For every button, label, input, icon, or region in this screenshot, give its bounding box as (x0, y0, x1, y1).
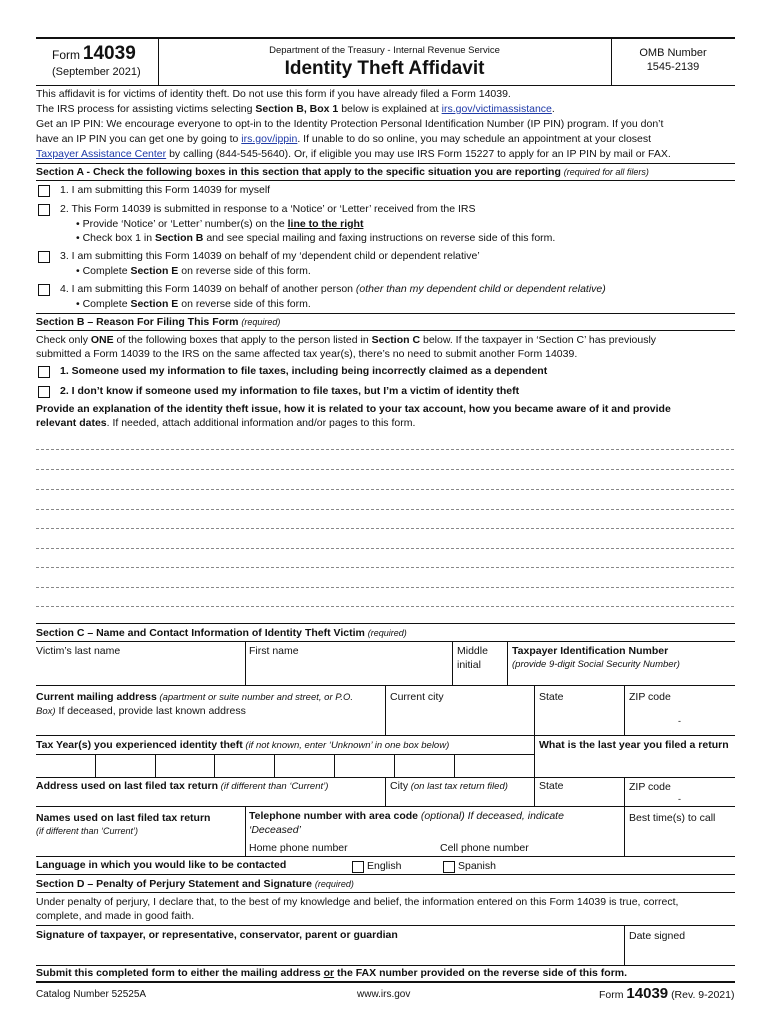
section-d-heading-rule (36, 892, 735, 893)
section-a-item-2-bullet-2: • Check box 1 in Section B and see special mailing and faxing instructions on reverse side of this form. (76, 232, 556, 244)
last-name-field[interactable]: Victim’s last name (36, 645, 121, 657)
middle-initial-label-2: initial (457, 659, 481, 671)
explanation-prompt-2: relevant dates. If needed, attach additional information and/or pages to this form. (36, 417, 416, 429)
grid-line (36, 806, 735, 807)
section-b-instructions-1: Check only ONE of the following boxes that apply to the person listed in Section C below. If the taxpayer in ‘Section C’ has previously (36, 334, 657, 346)
tin-label[interactable]: Taxpayer Identification Number (512, 645, 669, 657)
grid-line (507, 642, 508, 685)
grid-line (624, 926, 625, 965)
catalog-number: Catalog Number 52525A (36, 989, 147, 1000)
section-a-heading: Section A - Check the following boxes in this section that apply to the specific situation you are reporting (required for all filers) (36, 166, 649, 178)
grid-line (36, 965, 735, 966)
section-c-top-rule (36, 623, 735, 624)
victim-assistance-link[interactable]: irs.gov/victimassistance (441, 103, 552, 115)
website: www.irs.gov (357, 989, 411, 1000)
mailing-address-label-1[interactable]: Current mailing address (apartment or suite number and street, or P.O. (36, 691, 354, 703)
section-b-option-2: 2. I don’t know if someone used my information to file taxes, but I’m a victim of identity theft (60, 385, 520, 397)
grid-line (385, 778, 386, 806)
grid-line (36, 735, 735, 736)
explanation-line[interactable] (36, 587, 734, 588)
zip-separator: - (678, 794, 681, 804)
section-c-heading: Section C – Name and Contact Information of Identity Theft Victim (required) (36, 627, 407, 639)
last-return-zip-field[interactable]: ZIP code (629, 781, 671, 793)
tax-year-box[interactable] (214, 755, 215, 777)
intro-line-3: Get an IP PIN: We encourage everyone to opt-in to the Identity Protection Personal Identification Number (IP PIN) program. If you don’t (36, 118, 664, 130)
tin-note: (provide 9-digit Social Security Number) (512, 659, 680, 670)
english-label: English (367, 860, 402, 872)
tax-years-label: Tax Year(s) you experienced identity theft (if not known, enter ‘Unknown’ in one box below) (36, 739, 450, 751)
first-name-field[interactable]: First name (249, 645, 299, 657)
previous-names-label[interactable]: Names used on last filed tax return (36, 812, 211, 824)
tax-year-box[interactable] (334, 755, 335, 777)
mailing-address-label-2: Box) If deceased, provide last known address (36, 705, 246, 717)
explanation-line[interactable] (36, 528, 734, 529)
previous-names-note: (if different than ‘Current’) (36, 826, 139, 836)
grid-line (624, 686, 625, 735)
section-a-item-3-bullet: • Complete Section E on reverse side of this form. (76, 265, 311, 277)
section-a-item-3: 3. I am submitting this Form 14039 on behalf of my ‘dependent child or dependent relative’ (60, 250, 480, 262)
explanation-line[interactable] (36, 489, 734, 490)
section-a-item-4-bullet: • Complete Section E on reverse side of this form. (76, 298, 311, 310)
language-label: Language in which you would like to be contacted (36, 859, 287, 871)
grid-line (385, 686, 386, 735)
grid-line (534, 686, 535, 735)
section-d-top-rule (36, 874, 735, 875)
section-a-top-rule (36, 163, 735, 164)
footer-form-id: Form 14039 (Rev. 9-2021) (599, 985, 735, 1002)
grid-line (36, 754, 534, 755)
perjury-statement-2: complete, and made in good faith. (36, 910, 195, 922)
grid-line (36, 925, 735, 926)
bottom-rule (36, 981, 735, 983)
section-d-heading: Section D – Penalty of Perjury Statement and Signature (required) (36, 878, 354, 890)
omb-number: 1545-2139 (646, 61, 700, 73)
spanish-label: Spanish (458, 860, 496, 872)
last-return-address-field[interactable]: Address used on last filed tax return (if different than ‘Current’) (36, 780, 329, 792)
best-time-field[interactable]: Best time(s) to call (629, 812, 716, 824)
tac-link[interactable]: Taxpayer Assistance Center (36, 148, 167, 160)
zip-separator: - (678, 716, 681, 726)
section-a-item-1: 1. I am submitting this Form 14039 for myself (60, 184, 271, 196)
section-b-option-1: 1. Someone used my information to file taxes, including being incorrectly claimed as a dependent (60, 365, 548, 377)
omb-label: OMB Number (639, 47, 707, 59)
section-a-checkbox-2[interactable] (38, 204, 50, 216)
top-rule (36, 37, 735, 39)
telephone-note: ‘Deceased’ (249, 824, 301, 836)
intro-line-5: Taxpayer Assistance Center by calling (844-545-5640). Or, if eligible you may use IRS Form 15227 to apply for an IP PIN by mail or FAX. (36, 148, 671, 160)
form-date: (September 2021) (52, 66, 141, 78)
section-a-checkbox-3[interactable] (38, 251, 50, 263)
last-return-state-field[interactable]: State (539, 780, 564, 792)
intro-line-2: The IRS process for assisting victims selecting Section B, Box 1 below is explained at irs.gov/victimassistance. (36, 103, 555, 115)
section-a-heading-rule (36, 180, 735, 181)
explanation-line[interactable] (36, 548, 734, 549)
tax-year-box[interactable] (394, 755, 395, 777)
grid-line (452, 642, 453, 685)
grid-line (534, 778, 535, 806)
section-a-item-2-bullet-1: • Provide ‘Notice’ or ‘Letter’ number(s) on the line to the right (76, 218, 364, 230)
submission-instructions: Submit this completed form to either the mailing address or the FAX number provided on the reverse side of this form. (36, 967, 628, 979)
grid-line (245, 807, 246, 856)
page-title: Identity Theft Affidavit (284, 58, 485, 79)
last-year-filed-label[interactable]: What is the last year you filed a return (539, 739, 729, 751)
tax-year-box[interactable] (274, 755, 275, 777)
section-b-checkbox-1[interactable] (38, 366, 50, 378)
state-field[interactable]: State (539, 691, 564, 703)
grid-line (624, 778, 625, 806)
ippin-link[interactable]: irs.gov/ippin (241, 133, 298, 145)
grid-line (245, 642, 246, 685)
last-return-city-field[interactable]: City (on last tax return filed) (390, 780, 508, 792)
section-a-item-4: 4. I am submitting this Form 14039 on behalf of another person (other than my dependent child or dependent relative) (60, 283, 606, 295)
intro-line-1: This affidavit is for victims of identity theft. Do not use this form if you have already filed a Form 14039. (36, 88, 511, 100)
section-b-checkbox-2[interactable] (38, 386, 50, 398)
tax-year-box[interactable] (95, 755, 96, 777)
date-signed-field[interactable]: Date signed (629, 930, 686, 942)
explanation-line[interactable] (36, 469, 734, 470)
grid-line (534, 736, 535, 777)
signature-field[interactable]: Signature of taxpayer, or representative, conservator, parent or guardian (36, 929, 398, 941)
section-a-checkbox-1[interactable] (38, 185, 50, 197)
english-checkbox[interactable] (352, 861, 364, 873)
header-bottom-rule (36, 85, 735, 86)
grid-line (624, 807, 625, 856)
tax-year-box[interactable] (454, 755, 455, 777)
form-id: Form 14039 (52, 43, 136, 64)
middle-initial-label-1[interactable]: Middle (457, 645, 488, 657)
section-c-heading-rule (36, 641, 735, 642)
telephone-label: Telephone number with area code (optional) If deceased, indicate (249, 810, 564, 822)
cell-phone-field[interactable]: Cell phone number (440, 842, 529, 854)
section-a-item-2: 2. This Form 14039 is submitted in response to a ‘Notice’ or ‘Letter’ received from the IRS (60, 203, 476, 215)
intro-line-4: have an IP PIN you can get one by going to irs.gov/ippin. If unable to do so online, you may schedule an appointment at your closest (36, 133, 652, 145)
grid-line (36, 856, 735, 857)
section-a-checkbox-4[interactable] (38, 284, 50, 296)
agency-name: Department of the Treasury - Internal Revenue Service (269, 45, 500, 56)
section-b-instructions-2: submitted a Form 14039 to the IRS on the same affected tax year(s), there’s no need to submit another Form 14039. (36, 348, 578, 360)
zip-code-field[interactable]: ZIP code (629, 691, 671, 703)
perjury-statement-1: Under penalty of perjury, I declare that, to the best of my knowledge and belief, the information entered on this Form 14039 is true, correct, (36, 896, 679, 908)
explanation-line[interactable] (36, 509, 734, 510)
section-b-heading-rule (36, 330, 735, 331)
explanation-prompt-1: Provide an explanation of the identity theft issue, how it is related to your tax account, how you became aware of it and provide (36, 403, 671, 415)
current-city-field[interactable]: Current city (390, 691, 444, 703)
tax-year-box[interactable] (155, 755, 156, 777)
section-b-top-rule (36, 313, 735, 314)
home-phone-field[interactable]: Home phone number (249, 842, 348, 854)
explanation-line[interactable] (36, 606, 734, 607)
spanish-checkbox[interactable] (443, 861, 455, 873)
section-b-heading: Section B – Reason For Filing This Form (required) (36, 316, 281, 328)
explanation-line[interactable] (36, 567, 734, 568)
explanation-line[interactable] (36, 449, 734, 450)
